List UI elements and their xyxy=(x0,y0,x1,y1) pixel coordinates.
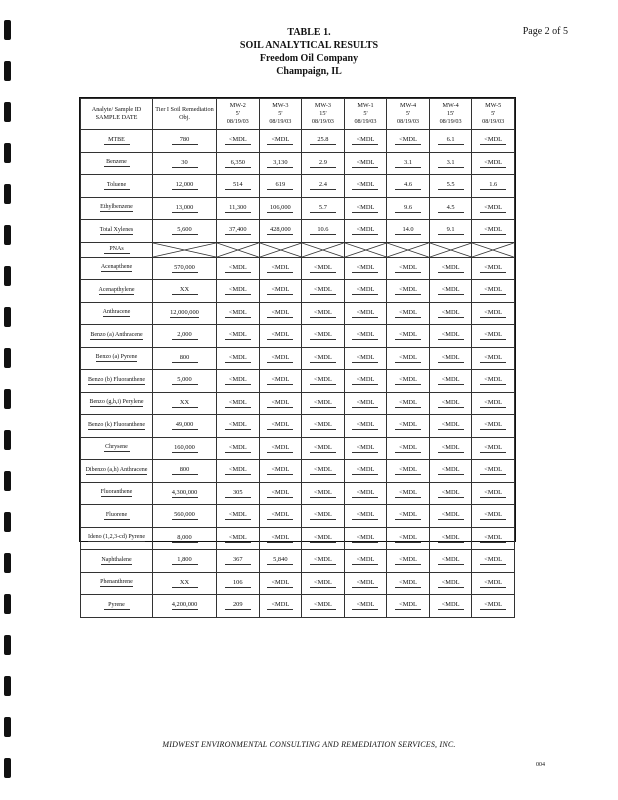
punch-hole xyxy=(4,348,11,368)
result-cell: <MDL xyxy=(217,460,260,483)
result-cell: 37,400 xyxy=(217,220,260,243)
tier1-cell: 4,300,000 xyxy=(153,482,217,505)
result-cell: <MDL xyxy=(429,437,472,460)
result-cell: <MDL xyxy=(217,392,260,415)
tier1-cell: 570,000 xyxy=(153,257,217,280)
result-cell: 428,000 xyxy=(259,220,302,243)
tier1-cell: 49,000 xyxy=(153,415,217,438)
result-cell: <MDL xyxy=(472,437,515,460)
analyte-cell: Toluene xyxy=(81,175,153,198)
result-cell: <MDL xyxy=(344,415,387,438)
result-cell: <MDL xyxy=(302,325,345,348)
analyte-cell: Acenapthene xyxy=(81,257,153,280)
page-stamp: 004 xyxy=(536,762,545,768)
result-cell: <MDL xyxy=(302,550,345,573)
result-cell: <MDL xyxy=(259,325,302,348)
header-tier1: Tier I Soil Remediation Obj. xyxy=(153,99,217,130)
result-cell: <MDL xyxy=(302,257,345,280)
result-cell: <MDL xyxy=(344,460,387,483)
result-cell: 11,300 xyxy=(217,197,260,220)
result-cell: 2.4 xyxy=(302,175,345,198)
tier1-cell: 5,000 xyxy=(153,370,217,393)
punch-hole xyxy=(4,635,11,655)
result-cell xyxy=(259,242,302,257)
table-row xyxy=(81,325,515,348)
result-cell: <MDL xyxy=(429,325,472,348)
result-cell: <MDL xyxy=(217,280,260,303)
result-cell: <MDL xyxy=(387,130,430,153)
result-cell: <MDL xyxy=(259,302,302,325)
result-cell: <MDL xyxy=(217,505,260,528)
result-cell: <MDL xyxy=(472,152,515,175)
result-cell: <MDL xyxy=(302,460,345,483)
result-cell: <MDL xyxy=(472,220,515,243)
result-cell: <MDL xyxy=(259,130,302,153)
result-cell: <MDL xyxy=(429,550,472,573)
table-row xyxy=(81,302,515,325)
tier1-cell: 12,000 xyxy=(153,175,217,198)
result-cell: <MDL xyxy=(387,370,430,393)
table-row xyxy=(81,437,515,460)
table-title: TABLE 1. xyxy=(287,27,331,38)
result-cell: <MDL xyxy=(387,437,430,460)
result-cell: <MDL xyxy=(472,482,515,505)
result-cell: 3.1 xyxy=(387,152,430,175)
table-row xyxy=(81,220,515,243)
punch-hole xyxy=(4,307,11,327)
tier1-cell: 4,200,000 xyxy=(153,595,217,618)
tier1-cell: 2,000 xyxy=(153,325,217,348)
result-cell: 1.6 xyxy=(472,175,515,198)
result-cell: <MDL xyxy=(344,325,387,348)
result-cell: <MDL xyxy=(429,482,472,505)
analyte-cell: PNAs xyxy=(81,242,153,257)
tier1-cell: 12,000,000 xyxy=(153,302,217,325)
pna-section-row xyxy=(81,242,515,257)
results-table xyxy=(80,98,515,618)
analyte-cell: Naphthalene xyxy=(81,550,153,573)
result-cell: <MDL xyxy=(259,392,302,415)
analyte-cell: Ideno (1,2,3-cd) Pyrene xyxy=(81,527,153,550)
tier1-cell: 160,000 xyxy=(153,437,217,460)
result-cell: <MDL xyxy=(302,595,345,618)
analyte-cell: Benzo (b) Fluoranthene xyxy=(81,370,153,393)
result-cell: <MDL xyxy=(259,280,302,303)
punch-hole xyxy=(4,266,11,286)
result-cell: <MDL xyxy=(472,370,515,393)
result-cell: 106 xyxy=(217,572,260,595)
result-cell: <MDL xyxy=(344,437,387,460)
result-cell: <MDL xyxy=(259,415,302,438)
result-cell: <MDL xyxy=(472,280,515,303)
result-cell xyxy=(472,242,515,257)
table-row xyxy=(81,152,515,175)
punch-hole xyxy=(4,594,11,614)
table-row xyxy=(81,197,515,220)
result-cell: 25.8 xyxy=(302,130,345,153)
analyte-cell: Phenanthrene xyxy=(81,572,153,595)
punch-hole xyxy=(4,102,11,122)
tier1-cell: 560,000 xyxy=(153,505,217,528)
result-cell: 5,840 xyxy=(259,550,302,573)
result-cell: 2.9 xyxy=(302,152,345,175)
tier1-cell: 5,600 xyxy=(153,220,217,243)
punch-hole xyxy=(4,676,11,696)
punch-hole xyxy=(4,471,11,491)
punch-hole xyxy=(4,717,11,737)
tier1-cell: 13,000 xyxy=(153,197,217,220)
result-cell: <MDL xyxy=(344,347,387,370)
results-table-frame xyxy=(79,97,516,609)
result-cell: 6.1 xyxy=(429,130,472,153)
table-row xyxy=(81,595,515,618)
page-number: Page 2 of 5 xyxy=(522,26,568,37)
table-body xyxy=(81,130,515,618)
analyte-cell: Benzo (a) Anthracene xyxy=(81,325,153,348)
tier1-cell: 800 xyxy=(153,460,217,483)
tier1-cell: XX xyxy=(153,392,217,415)
header-sample: MW-1 5' 08/19/03 xyxy=(344,99,387,130)
result-cell: <MDL xyxy=(217,437,260,460)
result-cell: 5.7 xyxy=(302,197,345,220)
result-cell: <MDL xyxy=(259,347,302,370)
result-cell: <MDL xyxy=(344,175,387,198)
analyte-cell: Fluoranthene xyxy=(81,482,153,505)
result-cell: <MDL xyxy=(344,527,387,550)
result-cell: <MDL xyxy=(429,505,472,528)
analyte-cell: Fluorene xyxy=(81,505,153,528)
tier1-cell: 30 xyxy=(153,152,217,175)
result-cell: <MDL xyxy=(387,460,430,483)
punch-hole xyxy=(4,758,11,778)
table-row xyxy=(81,415,515,438)
analyte-cell: Acenapthylene xyxy=(81,280,153,303)
punch-hole xyxy=(4,553,11,573)
result-cell: <MDL xyxy=(472,505,515,528)
result-cell: <MDL xyxy=(302,280,345,303)
result-cell: <MDL xyxy=(472,130,515,153)
location: Champaign, IL xyxy=(276,66,342,77)
punch-hole xyxy=(4,143,11,163)
result-cell: <MDL xyxy=(429,572,472,595)
result-cell: 3.1 xyxy=(429,152,472,175)
punch-hole xyxy=(4,184,11,204)
company-name: Freedom Oil Company xyxy=(259,53,359,64)
result-cell: 305 xyxy=(217,482,260,505)
header-analyte: Analyte/ Sample ID SAMPLE DATE xyxy=(81,99,153,130)
result-cell: <MDL xyxy=(217,257,260,280)
result-cell: <MDL xyxy=(344,482,387,505)
result-cell: 9.6 xyxy=(387,197,430,220)
footer-company: MIDWEST ENVIRONMENTAL CONSULTING AND REMEDIATION SERVICES, INC. xyxy=(162,740,456,749)
result-cell: <MDL xyxy=(387,392,430,415)
result-cell: <MDL xyxy=(429,595,472,618)
result-cell xyxy=(429,242,472,257)
tier1-cell: 800 xyxy=(153,347,217,370)
result-cell: <MDL xyxy=(344,220,387,243)
result-cell: 619 xyxy=(259,175,302,198)
table-row xyxy=(81,572,515,595)
result-cell xyxy=(387,242,430,257)
header-sample: MW-4 15' 08/19/03 xyxy=(429,99,472,130)
table-subtitle: SOIL ANALYTICAL RESULTS xyxy=(239,40,379,51)
result-cell: <MDL xyxy=(259,527,302,550)
table-row xyxy=(81,370,515,393)
analyte-cell: Anthracene xyxy=(81,302,153,325)
result-cell: 3,130 xyxy=(259,152,302,175)
result-cell: <MDL xyxy=(217,370,260,393)
result-cell: <MDL xyxy=(302,392,345,415)
result-cell: <MDL xyxy=(387,257,430,280)
result-cell: <MDL xyxy=(429,302,472,325)
punch-hole xyxy=(4,225,11,245)
header-sample: MW-4 5' 08/19/03 xyxy=(387,99,430,130)
result-cell: <MDL xyxy=(259,572,302,595)
result-cell: 4.6 xyxy=(387,175,430,198)
result-cell: <MDL xyxy=(302,482,345,505)
result-cell: <MDL xyxy=(302,415,345,438)
result-cell: <MDL xyxy=(472,460,515,483)
result-cell: 209 xyxy=(217,595,260,618)
result-cell: <MDL xyxy=(344,302,387,325)
result-cell: <MDL xyxy=(387,527,430,550)
punch-hole xyxy=(4,430,11,450)
result-cell: <MDL xyxy=(259,595,302,618)
table-row xyxy=(81,460,515,483)
result-cell: <MDL xyxy=(344,152,387,175)
result-cell: <MDL xyxy=(217,130,260,153)
result-cell: <MDL xyxy=(387,415,430,438)
table-header-row xyxy=(81,99,515,130)
punch-hole xyxy=(4,389,11,409)
result-cell: <MDL xyxy=(472,550,515,573)
result-cell: <MDL xyxy=(259,257,302,280)
tier1-cell xyxy=(153,242,217,257)
result-cell: <MDL xyxy=(302,527,345,550)
analyte-cell: Chrysene xyxy=(81,437,153,460)
result-cell: <MDL xyxy=(429,257,472,280)
result-cell: <MDL xyxy=(429,527,472,550)
result-cell: 6,350 xyxy=(217,152,260,175)
result-cell: <MDL xyxy=(472,197,515,220)
header-sample: MW-3 15' 08/19/03 xyxy=(302,99,345,130)
title-block xyxy=(0,26,618,78)
result-cell xyxy=(344,242,387,257)
result-cell: <MDL xyxy=(344,130,387,153)
table-row xyxy=(81,175,515,198)
result-cell: <MDL xyxy=(429,280,472,303)
table-row xyxy=(81,392,515,415)
result-cell: 14.0 xyxy=(387,220,430,243)
tier1-cell: 780 xyxy=(153,130,217,153)
punch-hole xyxy=(4,512,11,532)
result-cell: <MDL xyxy=(259,505,302,528)
header-sample: MW-3 5' 08/19/03 xyxy=(259,99,302,130)
result-cell: <MDL xyxy=(429,347,472,370)
result-cell: <MDL xyxy=(472,572,515,595)
result-cell: <MDL xyxy=(344,197,387,220)
result-cell: <MDL xyxy=(217,347,260,370)
tier1-cell: 1,800 xyxy=(153,550,217,573)
result-cell: <MDL xyxy=(429,460,472,483)
result-cell: <MDL xyxy=(472,392,515,415)
result-cell: 5.5 xyxy=(429,175,472,198)
result-cell: <MDL xyxy=(429,370,472,393)
result-cell: <MDL xyxy=(344,392,387,415)
result-cell: <MDL xyxy=(217,302,260,325)
result-cell: <MDL xyxy=(472,527,515,550)
result-cell: <MDL xyxy=(344,550,387,573)
table-row xyxy=(81,527,515,550)
result-cell: <MDL xyxy=(344,572,387,595)
result-cell: 367 xyxy=(217,550,260,573)
result-cell: <MDL xyxy=(387,325,430,348)
result-cell: <MDL xyxy=(259,370,302,393)
result-cell: <MDL xyxy=(217,527,260,550)
result-cell: <MDL xyxy=(344,505,387,528)
tier1-cell: 8,000 xyxy=(153,527,217,550)
header-sample: MW-2 5' 08/19/03 xyxy=(217,99,260,130)
result-cell: <MDL xyxy=(472,257,515,280)
result-cell: <MDL xyxy=(302,370,345,393)
analyte-cell: Benzo (k) Fluoranthene xyxy=(81,415,153,438)
table-row xyxy=(81,550,515,573)
tier1-cell: XX xyxy=(153,572,217,595)
header-sample: MW-5 5' 08/19/03 xyxy=(472,99,515,130)
result-cell: <MDL xyxy=(429,415,472,438)
analyte-cell: Dibenzo (a,h) Anthracene xyxy=(81,460,153,483)
result-cell: <MDL xyxy=(344,280,387,303)
result-cell: <MDL xyxy=(259,482,302,505)
result-cell: <MDL xyxy=(387,302,430,325)
result-cell xyxy=(302,242,345,257)
result-cell: <MDL xyxy=(344,257,387,280)
analyte-cell: Benzo (a) Pyrene xyxy=(81,347,153,370)
analyte-cell: Total Xylenes xyxy=(81,220,153,243)
result-cell: <MDL xyxy=(429,392,472,415)
tier1-cell: XX xyxy=(153,280,217,303)
result-cell: <MDL xyxy=(387,550,430,573)
table-row xyxy=(81,482,515,505)
result-cell: <MDL xyxy=(387,347,430,370)
result-cell xyxy=(217,242,260,257)
result-cell: <MDL xyxy=(344,370,387,393)
result-cell: <MDL xyxy=(259,460,302,483)
result-cell: 514 xyxy=(217,175,260,198)
result-cell: <MDL xyxy=(387,280,430,303)
table-row xyxy=(81,347,515,370)
result-cell: <MDL xyxy=(302,347,345,370)
analyte-cell: Ethylbenzene xyxy=(81,197,153,220)
analyte-cell: MTBE xyxy=(81,130,153,153)
result-cell: <MDL xyxy=(387,572,430,595)
table-row xyxy=(81,130,515,153)
analyte-cell: Benzene xyxy=(81,152,153,175)
result-cell: <MDL xyxy=(387,482,430,505)
result-cell: 106,000 xyxy=(259,197,302,220)
result-cell: <MDL xyxy=(302,505,345,528)
table-row xyxy=(81,505,515,528)
analyte-cell: Pyrene xyxy=(81,595,153,618)
result-cell: <MDL xyxy=(217,325,260,348)
table-row xyxy=(81,280,515,303)
result-cell: <MDL xyxy=(259,437,302,460)
result-cell: <MDL xyxy=(472,302,515,325)
result-cell: 10.6 xyxy=(302,220,345,243)
result-cell: <MDL xyxy=(472,595,515,618)
result-cell: 9.1 xyxy=(429,220,472,243)
result-cell: <MDL xyxy=(302,437,345,460)
result-cell: <MDL xyxy=(472,325,515,348)
result-cell: <MDL xyxy=(472,415,515,438)
result-cell: <MDL xyxy=(217,415,260,438)
result-cell: <MDL xyxy=(387,595,430,618)
table-row xyxy=(81,257,515,280)
result-cell: <MDL xyxy=(344,595,387,618)
result-cell: <MDL xyxy=(387,505,430,528)
result-cell: <MDL xyxy=(472,347,515,370)
result-cell: <MDL xyxy=(302,572,345,595)
analyte-cell: Benzo (g,h,i) Perylene xyxy=(81,392,153,415)
result-cell: 4.5 xyxy=(429,197,472,220)
result-cell: <MDL xyxy=(302,302,345,325)
